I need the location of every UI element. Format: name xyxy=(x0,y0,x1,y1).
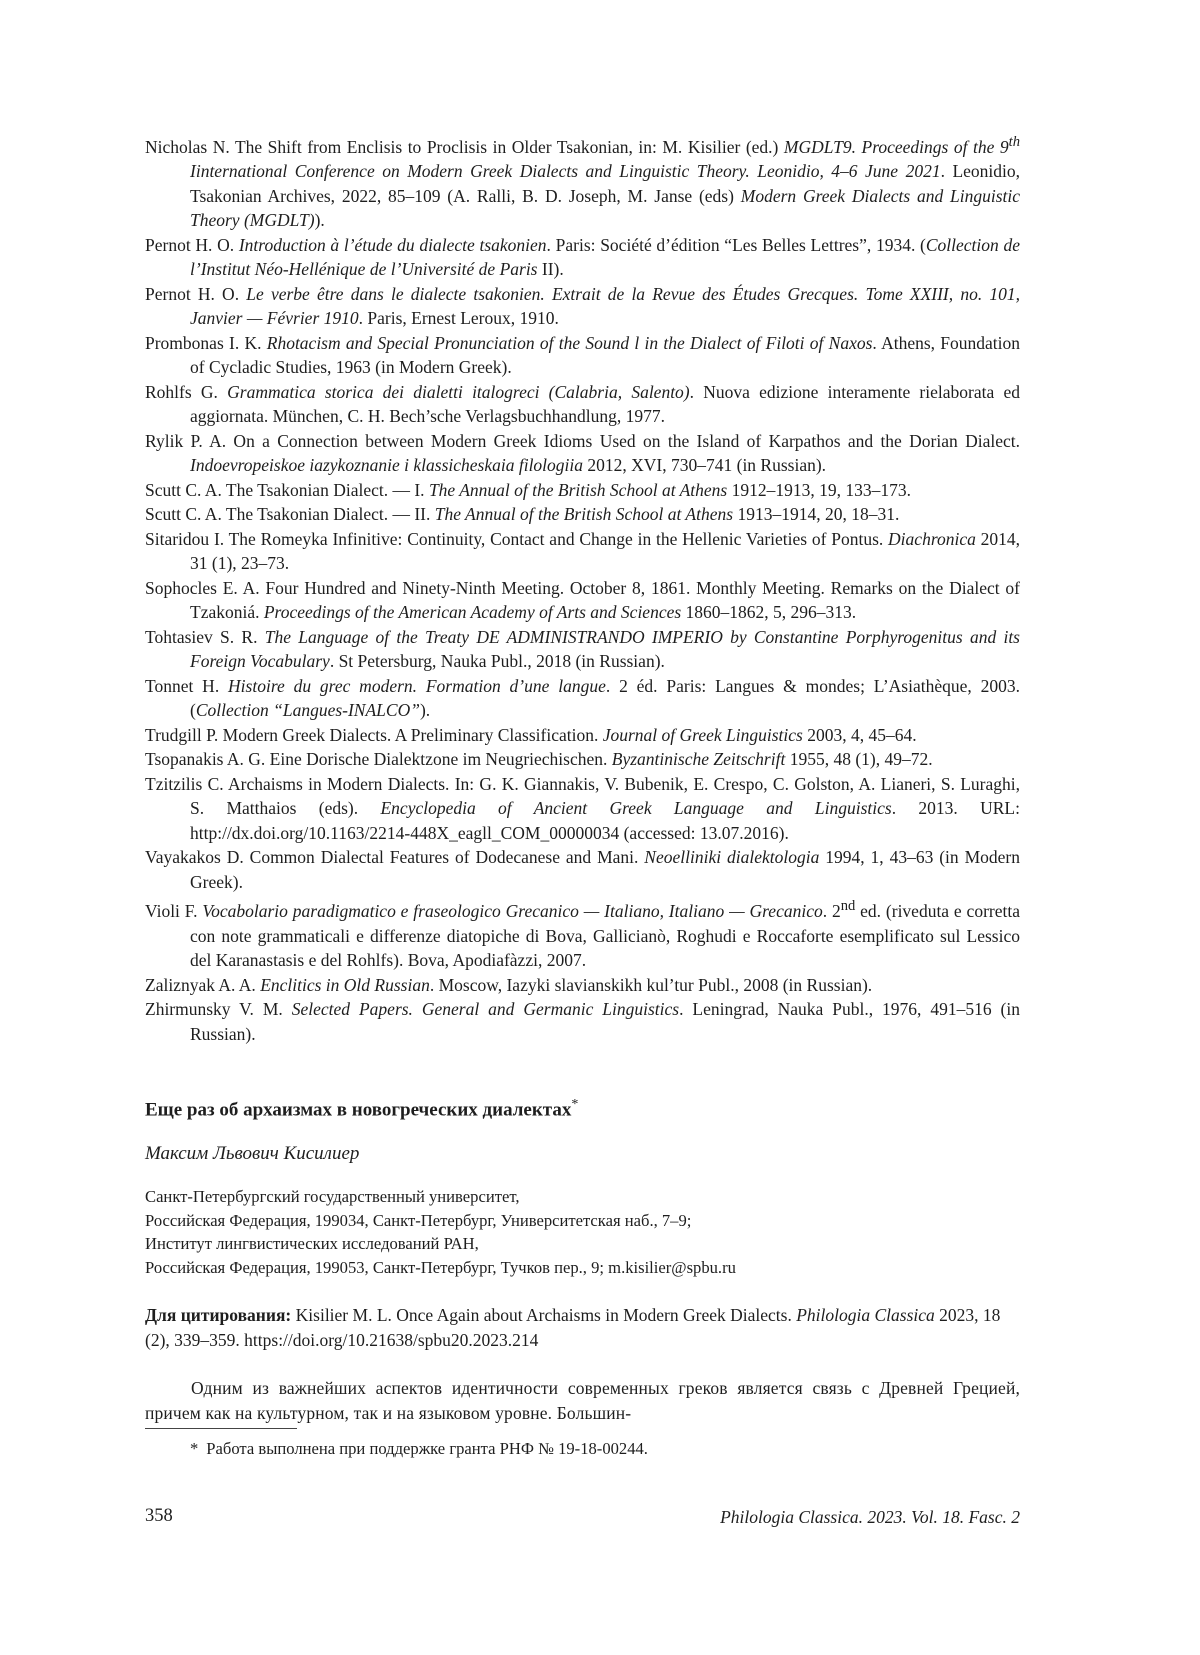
reference-italic-segment: th xyxy=(1008,134,1020,150)
reference-segment: nd xyxy=(840,898,856,915)
reference-italic-segment: Diachronica xyxy=(888,528,976,549)
reference-italic-segment: Journal of Greek Linguistics xyxy=(602,724,803,745)
reference-item xyxy=(145,233,1020,282)
affiliation-line: Санкт-Петербургский государственный университет, xyxy=(145,1187,520,1207)
author-affiliation xyxy=(145,1185,1020,1279)
citation-details: 2023, 18 (2), 339–359. https://doi.org/10.21638/spbu20.2023.214 xyxy=(145,1305,1001,1350)
reference-italic-segment: Selected Papers. General and Germanic Linguistics xyxy=(291,999,680,1020)
reference-item xyxy=(145,130,1020,233)
reference-segment: II). xyxy=(537,259,564,280)
reference-italic-segment: Vocabolario paradigmatico e fraseologico Grecanico — Italiano, Italiano — Grecanico xyxy=(202,901,823,922)
reference-segment: Pernot H. O. xyxy=(145,283,247,304)
reference-segment: 1860–1862, 5, 296–313. xyxy=(681,602,857,623)
reference-item xyxy=(145,502,1020,527)
reference-segment: 2012, XVI, 730–741 (in Russian). xyxy=(583,455,827,476)
reference-italic-segment: Collection de l’Institut Néo-Hellénique de l’Université de Paris xyxy=(190,234,1020,280)
reference-italic-segment: Modern Greek Dialects and Linguistic Theory (MGDLT) xyxy=(190,185,1020,231)
reference-segment: Tohtasiev S. R. xyxy=(145,626,265,647)
running-footer-journal: Philologia Classica. 2023. Vol. 18. Fasc. 2 xyxy=(720,1507,1020,1527)
reference-italic-segment: Byzantinische Zeitschrift xyxy=(611,749,786,770)
reference-segment: . St Petersburg, Nauka Publ., 2018 (in Russian). xyxy=(329,651,665,672)
reference-italic-segment: Neoelliniki dialektologia xyxy=(644,847,820,868)
article-title-text: Еще раз об архаизмах в новогреческих диалектах xyxy=(145,1099,572,1121)
reference-segment: 1913–1914, 20, 18–31. xyxy=(733,504,900,525)
reference-item xyxy=(145,845,1020,894)
reference-segment: Trudgill P. Modern Greek Dialects. A Preliminary Classification. xyxy=(145,724,603,745)
citation-text: Kisilier M. L. Once Again about Archaisms in Modern Greek Dialects. xyxy=(291,1305,797,1326)
affiliation-line: Российская Федерация, 199053, Санкт-Петербург, Тучков пер., 9; m.kisilier@spbu.ru xyxy=(145,1257,736,1277)
footnote-divider xyxy=(145,1428,297,1429)
reference-item xyxy=(145,674,1020,723)
page-content xyxy=(145,130,1020,1426)
reference-segment: Tzitzilis C. Archaisms in Modern Dialects. In: G. K. Giannakis, V. Bubenik, E. Crespo, C. Golston, A. Lianeri, S. Luraghi, S. Matthaios (eds). xyxy=(145,773,1020,819)
reference-item xyxy=(145,282,1020,331)
reference-segment: Vayakakos D. Common Dialectal Features of Dodecanese and Mani. xyxy=(145,847,645,868)
reference-segment: Rylik P. A. On a Connection between Modern Greek Idioms Used on the Island of Karpathos and the Dorian Dialect. xyxy=(145,430,1020,451)
reference-italic-segment: The Annual of the British School at Athens xyxy=(434,504,734,525)
reference-segment: Prombonas I. K. xyxy=(145,332,267,353)
reference-segment: . Athens, Foundation of Cycladic Studies, 1963 (in Modern Greek). xyxy=(190,332,1021,378)
reference-segment: Zhirmunsky V. M. xyxy=(145,999,292,1020)
reference-item xyxy=(145,747,1020,772)
reference-italic-segment: The Annual of the British School at Athens xyxy=(428,479,728,500)
reference-segment: ). xyxy=(314,210,325,231)
reference-item xyxy=(145,380,1020,429)
reference-segment: Violi F. xyxy=(145,901,203,922)
reference-item xyxy=(145,997,1020,1046)
reference-item xyxy=(145,894,1020,972)
reference-segment: . Moscow, Iazyki slavianskikh kul’tur Publ., 2008 (in Russian). xyxy=(429,974,873,995)
reference-italic-segment: Rhotacism and Special Pronunciation of the Sound l in the Dialect of Filoti of Naxos xyxy=(266,332,873,353)
reference-segment: . Leonidio, Tsakonian Archives, 2022, 85–109 (A. Ralli, B. D. Joseph, M. Janse (eds) xyxy=(190,161,1020,206)
citation-journal: Philologia Classica xyxy=(796,1305,935,1326)
footnote xyxy=(190,1438,648,1460)
reference-item xyxy=(145,478,1020,503)
footnote-mark: * xyxy=(190,1439,199,1458)
reference-segment: ed. (riveduta e corretta con note grammaticali e differenze diatopiche di Bova, Gallicianò, Roghudi e Roccaforte esemplificato sul Lessico del Karanastasis e del Rohlfs). Bova, Apodiafàzzi, 2007. xyxy=(190,901,1020,971)
reference-italic-segment: MGDLT9. Proceedings of the 9 xyxy=(783,136,1009,157)
footnote-text: Работа выполнена при поддержке гранта РНФ № 19-18-00244. xyxy=(206,1439,648,1458)
affiliation-line: Институт лингвистических исследований РАН, xyxy=(145,1234,479,1254)
reference-segment: . Leningrad, Nauka Publ., 1976, 491–516 (in Russian). xyxy=(190,999,1020,1044)
reference-item xyxy=(145,331,1020,380)
reference-segment: Tonnet H. xyxy=(145,675,229,696)
body-paragraph: Одним из важнейших аспектов идентичности современных греков является связь с Древней Грецией, причем как на культурном, так и на языковом уровне. Большин- xyxy=(145,1378,1020,1424)
reference-segment: ). xyxy=(419,700,431,721)
article-title-footnote-mark: * xyxy=(571,1097,579,1113)
reference-italic-segment: Collection “Langues-INALCO” xyxy=(195,700,420,721)
reference-segment: 1955, 48 (1), 49–72. xyxy=(785,749,933,770)
reference-italic-segment: The Language of the Treaty DE ADMINISTRANDO IMPERIO by Constantine Porphyrogenitus and its Foreign Vocabulary xyxy=(190,626,1020,672)
page-number: 358 xyxy=(145,1506,173,1526)
reference-segment: Rohlfs G. xyxy=(145,381,228,402)
reference-list xyxy=(145,130,1020,1046)
reference-segment: Sitaridou I. The Romeyka Infinitive: Continuity, Contact and Change in the Hellenic Varieties of Pontus. xyxy=(145,528,889,549)
reference-item xyxy=(145,429,1020,478)
affiliation-line: Российская Федерация, 199034, Санкт-Петербург, Университетская наб., 7–9; xyxy=(145,1210,692,1230)
reference-italic-segment: Enclitics in Old Russian xyxy=(260,974,430,995)
reference-item xyxy=(145,772,1020,846)
reference-segment: 2014, 31 (1), 23–73. xyxy=(190,528,1021,574)
reference-segment: 1912–1913, 19, 133–173. xyxy=(727,479,911,500)
article-author: Максим Львович Кисилиер xyxy=(145,1143,360,1165)
reference-segment: Tsopanakis A. G. Eine Dorische Dialektzone im Neugriechischen. xyxy=(145,749,612,770)
reference-italic-segment: Indoevropeiskoe iazykoznanie i klassicheskaia filologiia xyxy=(190,455,584,476)
reference-item xyxy=(145,576,1020,625)
reference-italic-segment: Histoire du grec modern. Formation d’une langue xyxy=(228,675,606,696)
reference-segment: Scutt C. A. The Tsakonian Dialect. — I. xyxy=(145,479,429,500)
reference-segment: 2003, 4, 45–64. xyxy=(802,724,917,745)
reference-item xyxy=(145,625,1020,674)
reference-item xyxy=(145,973,1020,998)
reference-segment: . Paris: Société d’édition “Les Belles Lettres”, 1934. ( xyxy=(546,234,926,255)
reference-segment: . Paris, Ernest Leroux, 1910. xyxy=(358,308,559,329)
reference-segment: Zaliznyak A. A. xyxy=(145,974,261,995)
reference-italic-segment: Introduction à l’étude du dialecte tsakonien xyxy=(238,234,547,255)
reference-segment: . Nuova edizione interamente rielaborata ed aggiornata. München, C. H. Bech’sche Verlagsbuchhandlung, 1977. xyxy=(190,381,1020,427)
reference-segment: Scutt C. A. The Tsakonian Dialect. — II. xyxy=(145,504,435,525)
reference-segment: Nicholas N. The Shift from Enclisis to Proclisis in Older Tsakonian, in: M. Kisilier (ed.) xyxy=(145,136,784,157)
reference-item xyxy=(145,723,1020,748)
citation-label: Для цитирования: xyxy=(145,1305,292,1326)
reference-italic-segment: Proceedings of the American Academy of Arts and Sciences xyxy=(263,602,682,623)
reference-segment: Pernot H. O. xyxy=(145,234,239,255)
article-title xyxy=(145,1092,1020,1123)
reference-segment: . 2013. URL: http://dx.doi.org/10.1163/2214-448X_eagll_COM_00000034 (accessed: 13.07.2016). xyxy=(190,798,1020,843)
reference-italic-segment: Le verbe être dans le dialecte tsakonien. Extrait de la Revue des Études Grecques. Tome XXIII, no. 101, Janvier — Février 1910 xyxy=(190,283,1020,329)
reference-segment: 1994, 1, 43–63 (in Modern Greek). xyxy=(190,847,1020,892)
reference-segment: Sophocles E. A. Four Hundred and Ninety-Ninth Meeting. October 8, 1861. Monthly Meeting. Remarks on the Dialect of Tzakoniá. xyxy=(145,577,1020,623)
reference-item xyxy=(145,527,1020,576)
reference-italic-segment: Grammatica storica dei dialetti italogreci (Calabria, Salento) xyxy=(227,381,690,402)
reference-italic-segment: Encyclopedia of Ancient Greek Language and Linguistics xyxy=(380,798,892,819)
reference-italic-segment: Iinternational Conference on Modern Greek Dialects and Linguistic Theory. Leonidio, 4–6 June 2021 xyxy=(190,161,941,182)
reference-segment: . 2 éd. Paris: Langues & mondes; L’Asiathèque, 2003. ( xyxy=(190,675,1020,721)
reference-segment: . 2 xyxy=(822,901,841,922)
citation-block xyxy=(145,1303,1020,1352)
